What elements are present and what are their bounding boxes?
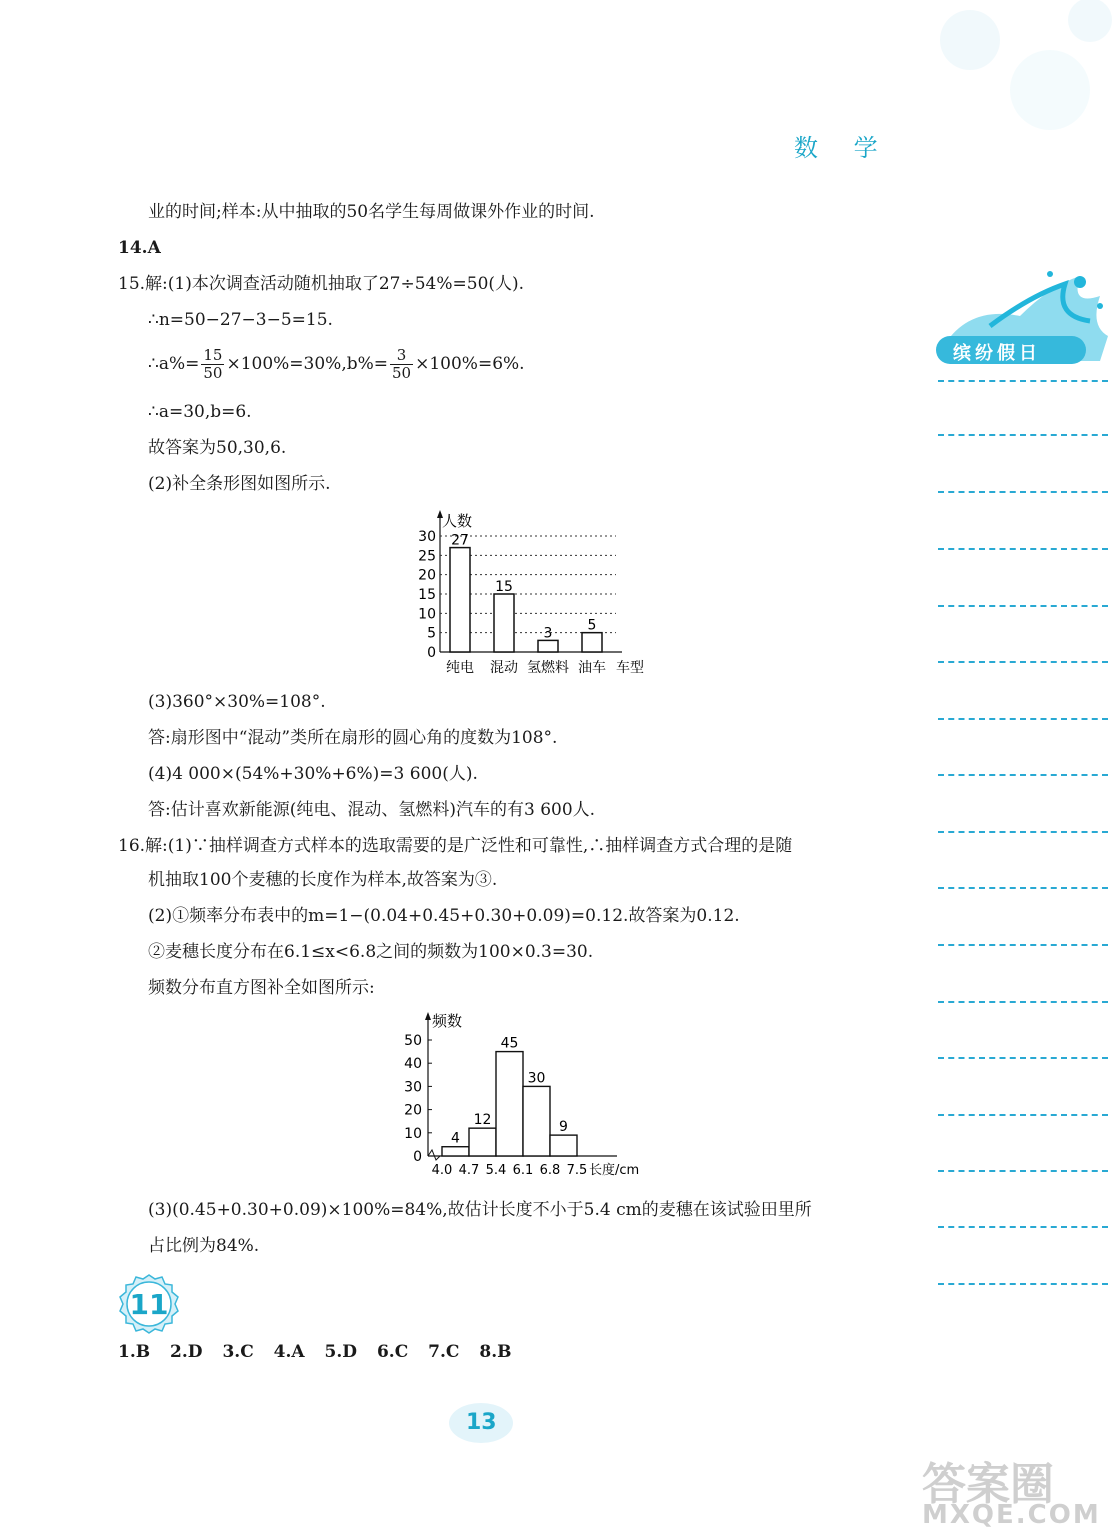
unit-number: 11 bbox=[129, 1288, 169, 1321]
note-line bbox=[938, 1170, 1108, 1172]
y-axis-label: 人数 bbox=[442, 512, 473, 530]
answer-item: 6.C bbox=[376, 1342, 409, 1362]
formula-line bbox=[148, 344, 525, 384]
y-tick-label: 0 bbox=[427, 645, 436, 661]
histogram-wheat-length bbox=[396, 1010, 676, 1190]
histogram-bar bbox=[523, 1086, 550, 1156]
x-axis-label: 长度/cm bbox=[589, 1163, 640, 1178]
x-tick-label: 油车 bbox=[578, 660, 606, 676]
note-line bbox=[938, 1001, 1108, 1003]
x-tick-label: 6.8 bbox=[539, 1163, 561, 1178]
bar bbox=[494, 594, 514, 652]
text-line: 业的时间;样本:从中抽取的50名学生每周做课外作业的时间. bbox=[148, 202, 595, 222]
note-line bbox=[938, 548, 1108, 550]
unit-number-badge bbox=[118, 1273, 180, 1335]
y-tick-label: 0 bbox=[413, 1149, 422, 1165]
note-line bbox=[938, 1226, 1108, 1228]
note-line bbox=[938, 831, 1108, 833]
text-line: 16.解:(1)∵抽样调查方式样本的选取需要的是广泛性和可靠性,∴抽样调查方式合理的是随 bbox=[118, 836, 793, 856]
note-line bbox=[938, 944, 1108, 946]
numerator: 15 bbox=[203, 346, 223, 364]
text-line: 故答案为50,30,6. bbox=[148, 438, 287, 458]
data-label: 12 bbox=[473, 1112, 492, 1129]
answer-item: 2.D bbox=[170, 1342, 203, 1362]
text-line: 频数分布直方图补全如图所示: bbox=[148, 978, 375, 998]
sidebar-badge-label: 缤纷假日 bbox=[953, 343, 1041, 364]
note-line bbox=[938, 380, 1108, 382]
data-label: 30 bbox=[527, 1070, 546, 1087]
subject-title: 数 学 bbox=[794, 134, 892, 162]
data-label: 15 bbox=[495, 579, 513, 595]
y-axis-arrow bbox=[425, 1012, 431, 1020]
x-tick-label: 7.5 bbox=[566, 1163, 588, 1178]
histogram-bar bbox=[442, 1147, 469, 1156]
answer-item: 1.B bbox=[118, 1342, 151, 1362]
y-tick-label: 40 bbox=[404, 1056, 422, 1073]
note-line bbox=[938, 661, 1108, 663]
note-line bbox=[938, 774, 1108, 776]
text-line: 15.解:(1)本次调查活动随机抽取了27÷54%=50(人). bbox=[118, 274, 525, 294]
y-axis-label: 频数 bbox=[432, 1012, 463, 1030]
note-line bbox=[938, 1057, 1108, 1059]
answer-item: 3.C bbox=[222, 1342, 254, 1362]
answer-row bbox=[118, 1342, 525, 1362]
note-line bbox=[938, 1283, 1108, 1285]
text-line: ②麦穗长度分布在6.1≤x<6.8之间的频数为100×0.3=30. bbox=[148, 942, 594, 962]
x-tick-label: 5.4 bbox=[485, 1163, 507, 1178]
text-line: (2)①频率分布表中的m=1−(0.04+0.45+0.30+0.09)=0.12.故答案为0.12. bbox=[148, 906, 740, 926]
bar bbox=[582, 633, 602, 652]
note-line bbox=[938, 1114, 1108, 1116]
formula-part: ×100%=30%,b%= bbox=[226, 354, 389, 374]
x-tick-label: 混动 bbox=[490, 660, 518, 676]
bar bbox=[538, 640, 558, 652]
histogram-bar bbox=[496, 1052, 523, 1156]
y-tick-label: 30 bbox=[404, 1079, 422, 1096]
watermark-url: MXQE.COM bbox=[922, 1500, 1101, 1530]
answer-item: 7.C bbox=[428, 1342, 460, 1362]
text-line: 14.A bbox=[118, 238, 161, 258]
formula-part: ∴a%= bbox=[148, 354, 200, 374]
text-line: ∴a=30,b=6. bbox=[148, 402, 252, 422]
watermark-logo: 答案圈 bbox=[922, 1459, 1054, 1510]
page-number: 13 bbox=[466, 1410, 497, 1435]
data-label: 5 bbox=[587, 617, 597, 634]
data-label: 9 bbox=[559, 1119, 568, 1136]
note-line bbox=[938, 434, 1108, 436]
formula-part: ×100%=6%. bbox=[415, 354, 525, 374]
y-tick-label: 25 bbox=[418, 548, 436, 565]
text-line: (4)4 000×(54%+30%+6%)=3 600(人). bbox=[148, 764, 478, 784]
x-tick-label: 4.7 bbox=[458, 1163, 480, 1178]
answer-item: 5.D bbox=[324, 1342, 358, 1362]
note-line bbox=[938, 605, 1108, 607]
text-line: (3)360°×30%=108°. bbox=[148, 692, 326, 712]
data-label: 27 bbox=[451, 532, 469, 549]
answer-item: 4.A bbox=[273, 1342, 305, 1362]
y-tick-label: 10 bbox=[404, 1125, 422, 1142]
axis-break bbox=[428, 1150, 440, 1160]
text-line: (2)补全条形图如图所示. bbox=[148, 474, 331, 494]
y-tick-label: 50 bbox=[404, 1033, 422, 1049]
data-label: 4 bbox=[451, 1130, 460, 1147]
answer-item: 8.B bbox=[479, 1342, 512, 1362]
y-tick-label: 15 bbox=[418, 587, 436, 603]
text-line: 机抽取100个麦穗的长度作为样本,故答案为③. bbox=[148, 870, 498, 890]
text-line: 答:扇形图中“混动”类所在扇形的圆心角的度数为108°. bbox=[148, 728, 558, 748]
bar bbox=[450, 548, 470, 652]
note-line bbox=[938, 887, 1108, 889]
x-tick-label: 纯电 bbox=[446, 660, 474, 676]
note-line bbox=[938, 491, 1108, 493]
denominator: 50 bbox=[203, 364, 223, 382]
y-tick-label: 20 bbox=[418, 567, 436, 584]
denominator: 50 bbox=[392, 364, 412, 382]
numerator: 3 bbox=[390, 347, 413, 365]
x-tick-label: 氢燃料 bbox=[527, 660, 569, 676]
fraction bbox=[201, 347, 224, 382]
note-line bbox=[938, 718, 1108, 720]
y-tick-label: 10 bbox=[418, 606, 436, 623]
y-tick-label: 20 bbox=[404, 1102, 422, 1119]
fraction bbox=[390, 347, 413, 382]
data-label: 3 bbox=[543, 625, 553, 642]
y-tick-label: 30 bbox=[418, 529, 436, 545]
text-line: 占比例为84%. bbox=[148, 1236, 260, 1256]
x-axis-label: 车型 bbox=[616, 660, 644, 676]
x-tick-label: 4.0 bbox=[431, 1163, 453, 1178]
x-tick-label: 6.1 bbox=[512, 1163, 534, 1178]
text-line: 答:估计喜欢新能源(纯电、混动、氢燃料)汽车的有3 600人. bbox=[148, 800, 596, 820]
histogram-bar bbox=[550, 1135, 577, 1156]
text-line: (3)(0.45+0.30+0.09)×100%=84%,故估计长度不小于5.4 cm的麦穗在该试验田里所 bbox=[148, 1200, 812, 1220]
bar-chart-car-types bbox=[410, 506, 670, 678]
histogram-bar bbox=[469, 1128, 496, 1156]
data-label: 45 bbox=[500, 1035, 519, 1052]
y-tick-label: 5 bbox=[427, 625, 436, 642]
text-line: ∴n=50−27−3−5=15. bbox=[148, 310, 333, 330]
